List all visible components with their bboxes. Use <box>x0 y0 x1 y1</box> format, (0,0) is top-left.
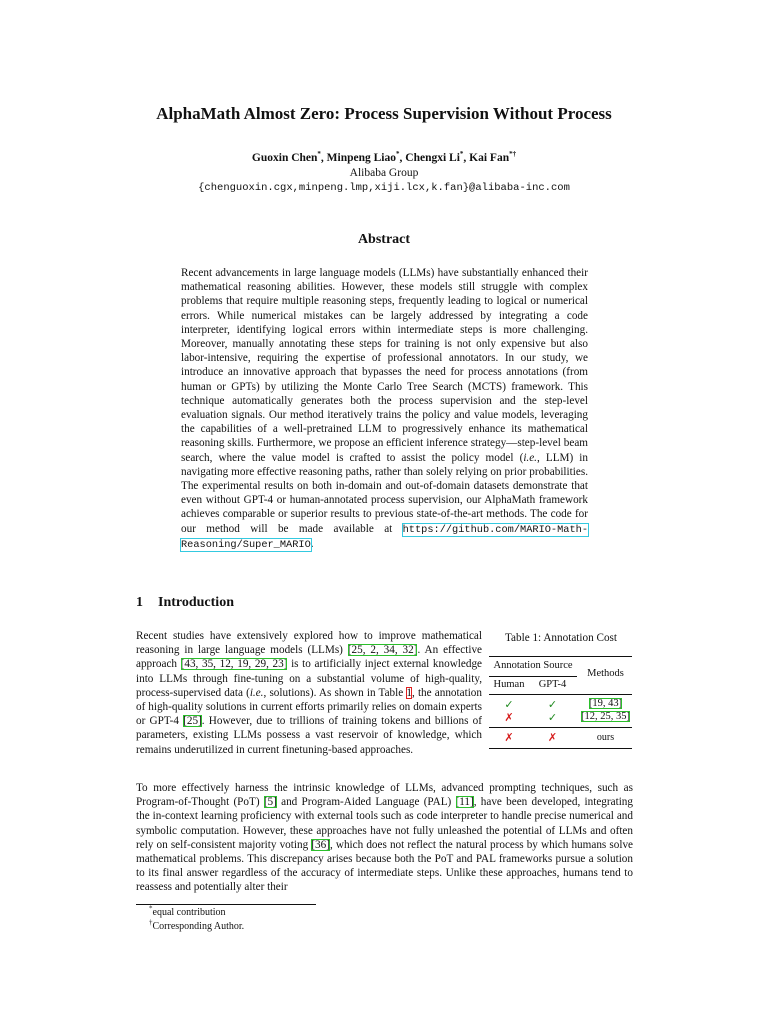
author-mark: * <box>317 150 321 159</box>
table-bottom-rule <box>489 748 632 749</box>
citation-link[interactable]: [36] <box>311 838 330 851</box>
table-methods-cell <box>578 711 633 722</box>
table-source-rule <box>489 676 577 677</box>
citation-link[interactable]: [25, 2, 34, 32] <box>347 644 418 657</box>
paragraph-text: , which does not reflect the natural process by which humans solve mathematical problems. This discrepancy arises because both the PoT and PAL frameworks pursue a solution to its final answer regardless of the accuracy of intermediate steps. Unlike these approaches, humans tend to reassess and potentially alter their <box>136 838 634 894</box>
table-caption: Table 1: Annotation Cost <box>504 632 617 644</box>
abstract-text: Recent advancements in large language models (LLMs) have substantially enhanced their mathematical reasoning abilities. However, these models still struggle with complex problems that require multiple reasoning steps, frequently leading to logical or numerical errors. While numerical mistakes can be largely addressed by integrating a code interpreter, identifying logical errors within intermediate steps is more challenging. Moreover, manually annotating these steps for training is not only expensive but also labor-intensive, requiring the expertise of professional annotators. In our study, we introduce an innovative approach that bypasses the need for process annotations (from human or GPTs) by utilizing the Monte Carlo Tree Search (MCTS) framework. This technique automatically generates both the process supervision and the step-level evaluation signals. Our method iteratively trains the policy and value models, leveraging the capabilities of a well-pretrained LLM to progressively enhance its mathematical reasoning skills. Furthermore, we propose an efficient inference strategy—step-level beam search, where the value model is crafted to assist the policy model ( <box>181 267 588 464</box>
code-repository-link[interactable]: https://github.com/MARIO-Math-Reasoning/Super_MARIO <box>181 523 588 551</box>
check-icon: ✓ <box>547 698 558 711</box>
citation-link[interactable]: [43, 35, 12, 19, 29, 23] <box>180 658 288 671</box>
cross-icon: ✗ <box>504 731 514 744</box>
table-header-human: Human <box>493 679 525 690</box>
author-mark: * <box>459 150 464 159</box>
table-header-source: Annotation Source <box>493 660 573 671</box>
footnote-text: Corresponding Author. <box>152 921 245 932</box>
paragraph-text: , the annotation of high-quality solutions in current efforts primarily relies on domain experts or GPT-4 <box>136 686 482 728</box>
footnote-rule <box>136 904 316 905</box>
abstract-end: . <box>310 537 314 550</box>
table-reference-link[interactable]: 1 <box>406 686 412 699</box>
author-name: Guoxin Chen <box>251 152 318 164</box>
paragraph-text: is to artificially inject external knowledge into LLMs through fine-tuning on a substantial volume of high-quality, process-supervised data ( <box>136 658 482 699</box>
abstract-heading: Abstract <box>357 232 411 247</box>
affiliation: Alibaba Group <box>349 167 419 179</box>
intro-paragraph-2 <box>136 781 633 895</box>
table-methods-cell: ours <box>596 732 615 743</box>
citation-link[interactable]: [12, 25, 35] <box>581 711 630 722</box>
section-heading <box>136 595 234 611</box>
paragraph-ie: i.e. <box>249 686 264 699</box>
author-name: Kai Fan <box>469 152 510 164</box>
table-mid-rule <box>489 727 632 728</box>
paragraph-text: To more effectively harness the intrinsic knowledge of LLMs, advanced prompting techniques, such as Program-of-Thought (PoT) <box>136 782 633 809</box>
intro-paragraph-1 <box>136 629 482 757</box>
abstract-text: , LLM) in navigating more effective reasoning paths, rather than solely relying on prior probabilities. The experimental results on both in-domain and out-of-domain datasets demonstrate that even without GPT-4 or human-annotated process supervision, our AlphaMath framework achieves comparable or superior results to previous state-of-the-art methods. The code for our method will be made available at <box>181 451 588 535</box>
paragraph-text: , have been developed, integrating the in-context learning proficiency with external tools such as code interpreter to handle precise numerical and symbolic computation. However, these approaches have not fully unleashed the potential of LLMs and often rely on self-consistent majority voting <box>136 796 633 851</box>
check-icon: ✓ <box>547 711 558 724</box>
paragraph-text: and Program-Aided Language (PAL) <box>276 796 456 809</box>
table-header-rule <box>489 694 632 695</box>
paragraph-text: Recent studies have extensively explored how to improve mathematical reasoning in large language models (LLMs) <box>136 630 482 657</box>
author-mark: * <box>396 150 400 159</box>
citation-link[interactable]: [19, 43] <box>588 698 623 709</box>
section-title: Introduction <box>158 595 234 610</box>
abstract-body <box>181 266 588 552</box>
footnote-text: equal contribution <box>152 907 226 918</box>
citation-link[interactable]: [25] <box>183 715 202 728</box>
check-icon: ✓ <box>504 698 514 711</box>
citation-link[interactable]: [5] <box>263 796 277 809</box>
footnote <box>149 918 245 932</box>
table-methods-cell <box>578 698 633 709</box>
paragraph-text: , solutions). As shown in Table <box>263 686 407 699</box>
table-header-methods: Methods <box>587 668 624 679</box>
footnote <box>149 904 226 918</box>
author-emails: {chenguoxin.cgx,minpeng.lmp,xiji.lcx,k.fan}@alibaba-inc.com <box>198 182 570 194</box>
author-list: Guoxin Chen*, Minpeng Liao*, Chengxi Li*, Kai Fan*† <box>251 150 517 164</box>
cross-icon: ✗ <box>547 731 558 744</box>
paragraph-text: . However, due to trillions of training tokens and billions of parameters, existing LLMs possess a vast reservoir of knowledge, which remains underutilized in current finetuning-based approaches. <box>136 715 482 756</box>
cross-icon: ✗ <box>504 711 514 724</box>
author-mark: *† <box>509 150 517 159</box>
citation-link[interactable]: [11] <box>455 796 474 809</box>
author-name: Chengxi Li <box>405 152 460 164</box>
footnote-mark: † <box>149 918 153 927</box>
table-header-gpt4: GPT-4 <box>538 679 567 690</box>
paragraph-text: . An effective approach <box>136 644 483 671</box>
paper-title: AlphaMath Almost Zero: Process Supervision Without Process <box>156 104 612 123</box>
footnote-mark: * <box>149 904 153 913</box>
abstract-ie: i.e. <box>523 451 537 464</box>
section-number: 1 <box>136 595 143 610</box>
table-top-rule <box>489 656 632 657</box>
author-name: Minpeng Liao <box>326 152 397 164</box>
